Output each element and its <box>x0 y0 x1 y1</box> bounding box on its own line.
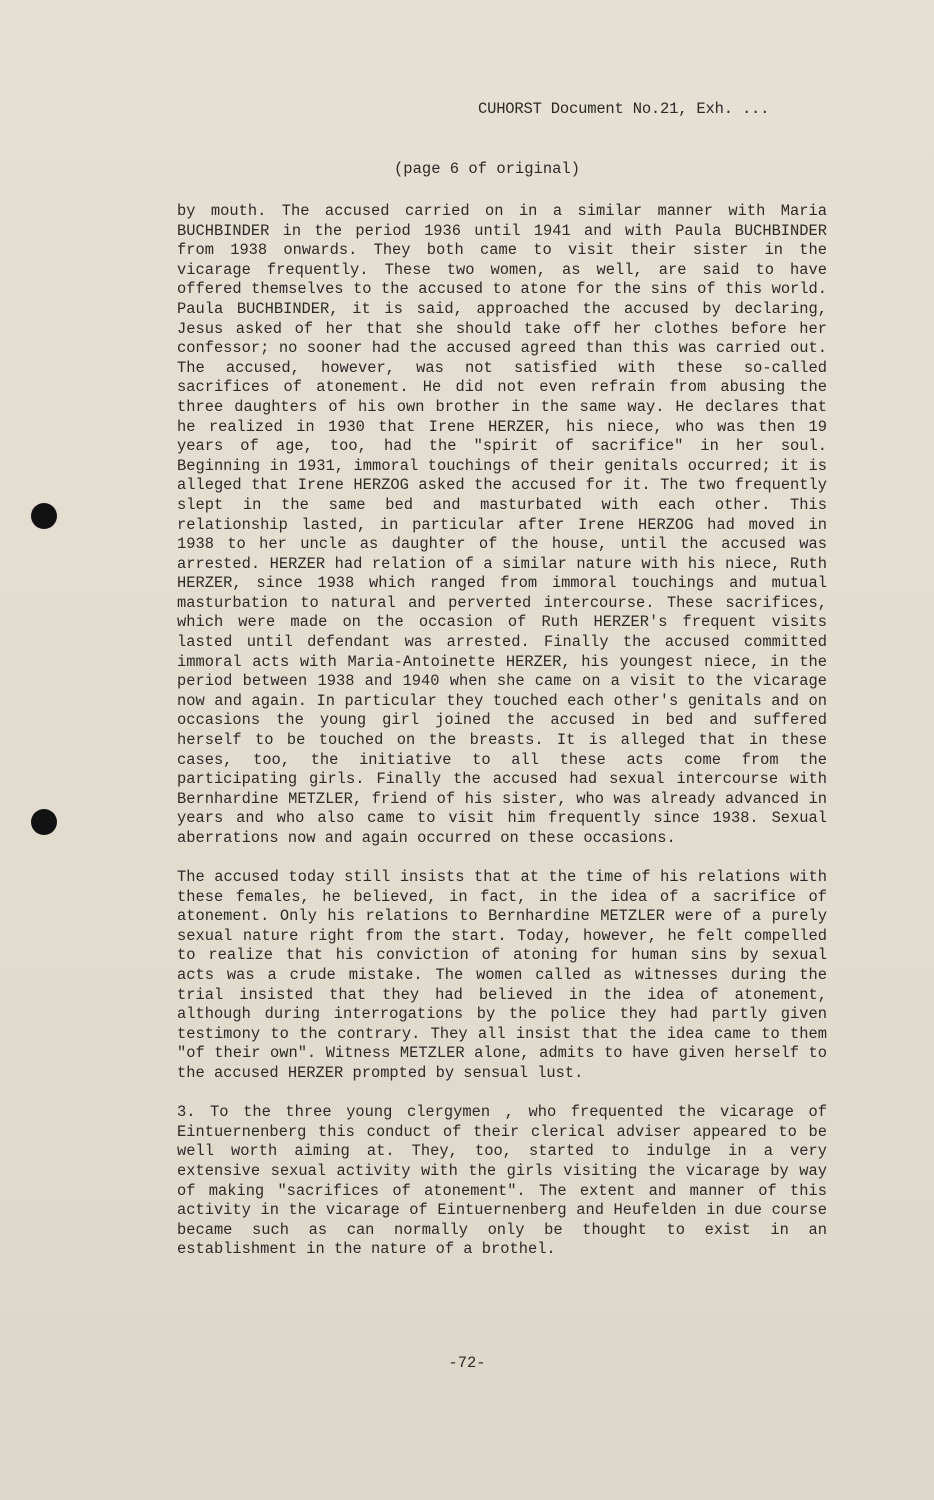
paragraph-2: The accused today still insists that at the time of his relations with these females, he believed, in fact, in the idea of a sacrifice of atonement. Only his relations to Bernhardine METZLER were of a purely sexual nature right from the start. Today, however, he felt compelled to realize that his conviction of atoning for human sins by sexual acts was a crude mistake. The women called as witnesses during the trial insisted that they had believed in the idea of atonement, although during interrogations by the police they had partly given testimony to the contrary. They all insist that the idea came to them "of their own". Witness METZLER alone, admits to have given herself to the accused HERZER prompted by sensual lust. <box>177 868 827 1083</box>
paragraph-1: by mouth. The accused carried on in a similar manner with Maria BUCHBINDER in the period 1936 until 1941 and with Paula BUCHBINDER from 1938 onwards. They both came to visit their sister in the vicarage frequently. These two women, as well, are said to have offered themselves to the accused to atone for the sins of this world. Paula BUCHBINDER, it is said, approached the accused by declaring, Jesus asked of her that she should take off her clothes before her confessor; no sooner had the accused agreed than this was carried out. The accused, however, was not satisfied with these so-called sacrifices of atonement. He did not even refrain from abusing the three daughters of his own brother in the same way. He declares that he realized in 1930 that Irene HERZER, his niece, who was then 19 years of age, too, had the "spirit of sacrifice" in her soul. Beginning in 1931, immoral touchings of their genitals occurred; it is alleged that Irene HERZOG asked the accused for it. The two frequently slept in the same bed and masturbated with each other. This relationship lasted, in particular after Irene HERZOG had moved in 1938 to her uncle as daughter of the house, until the accused was arrested. HERZER had relation of a similar nature with his niece, Ruth HERZER, since 1938 which ranged from immoral touchings and mutual masturbation to natural and perverted intercourse. These sacrifices, which were made on the occasion of Ruth HERZER's frequent visits lasted until defendant was arrested. Finally the accused committed immoral acts with Maria-Antoinette HERZER, his youngest niece, in the period between 1938 and 1940 when she came on a visit to the vicarage now and again. In particular they touched each other's genitals and on occasions the young girl joined the accused in bed and suffered herself to be touched on the breasts. It is alleged that in these cases, too, the initiative to all these acts come from the participating girls. Finally the accused had sexual intercourse with Bernhardine METZLER, friend of his sister, who was already advanced in years and who also came to visit him frequently since 1938. Sexual aberrations now and again occurred on these occasions. <box>177 202 827 847</box>
document-reference: CUHORST Document No.21, Exh. ... <box>478 100 770 118</box>
punch-hole-bottom <box>31 809 57 835</box>
document-body <box>177 202 827 1279</box>
original-page-reference: (page 6 of original) <box>394 160 581 178</box>
page-number: -72- <box>448 1354 486 1372</box>
punch-hole-top <box>31 503 57 529</box>
paragraph-3: 3. To the three young clergymen , who frequented the vicarage of Eintuernenberg this conduct of their clerical adviser appeared to be well worth aiming at. They, too, started to indulge in a very extensive sexual activity with the girls visiting the vicarage by way of making "sacrifices of atonement". The extent and manner of this activity in the vicarage of Eintuernenberg and Heufelden in due course became such as can normally only be thought to exist in an establishment in the nature of a brothel. <box>177 1103 827 1259</box>
